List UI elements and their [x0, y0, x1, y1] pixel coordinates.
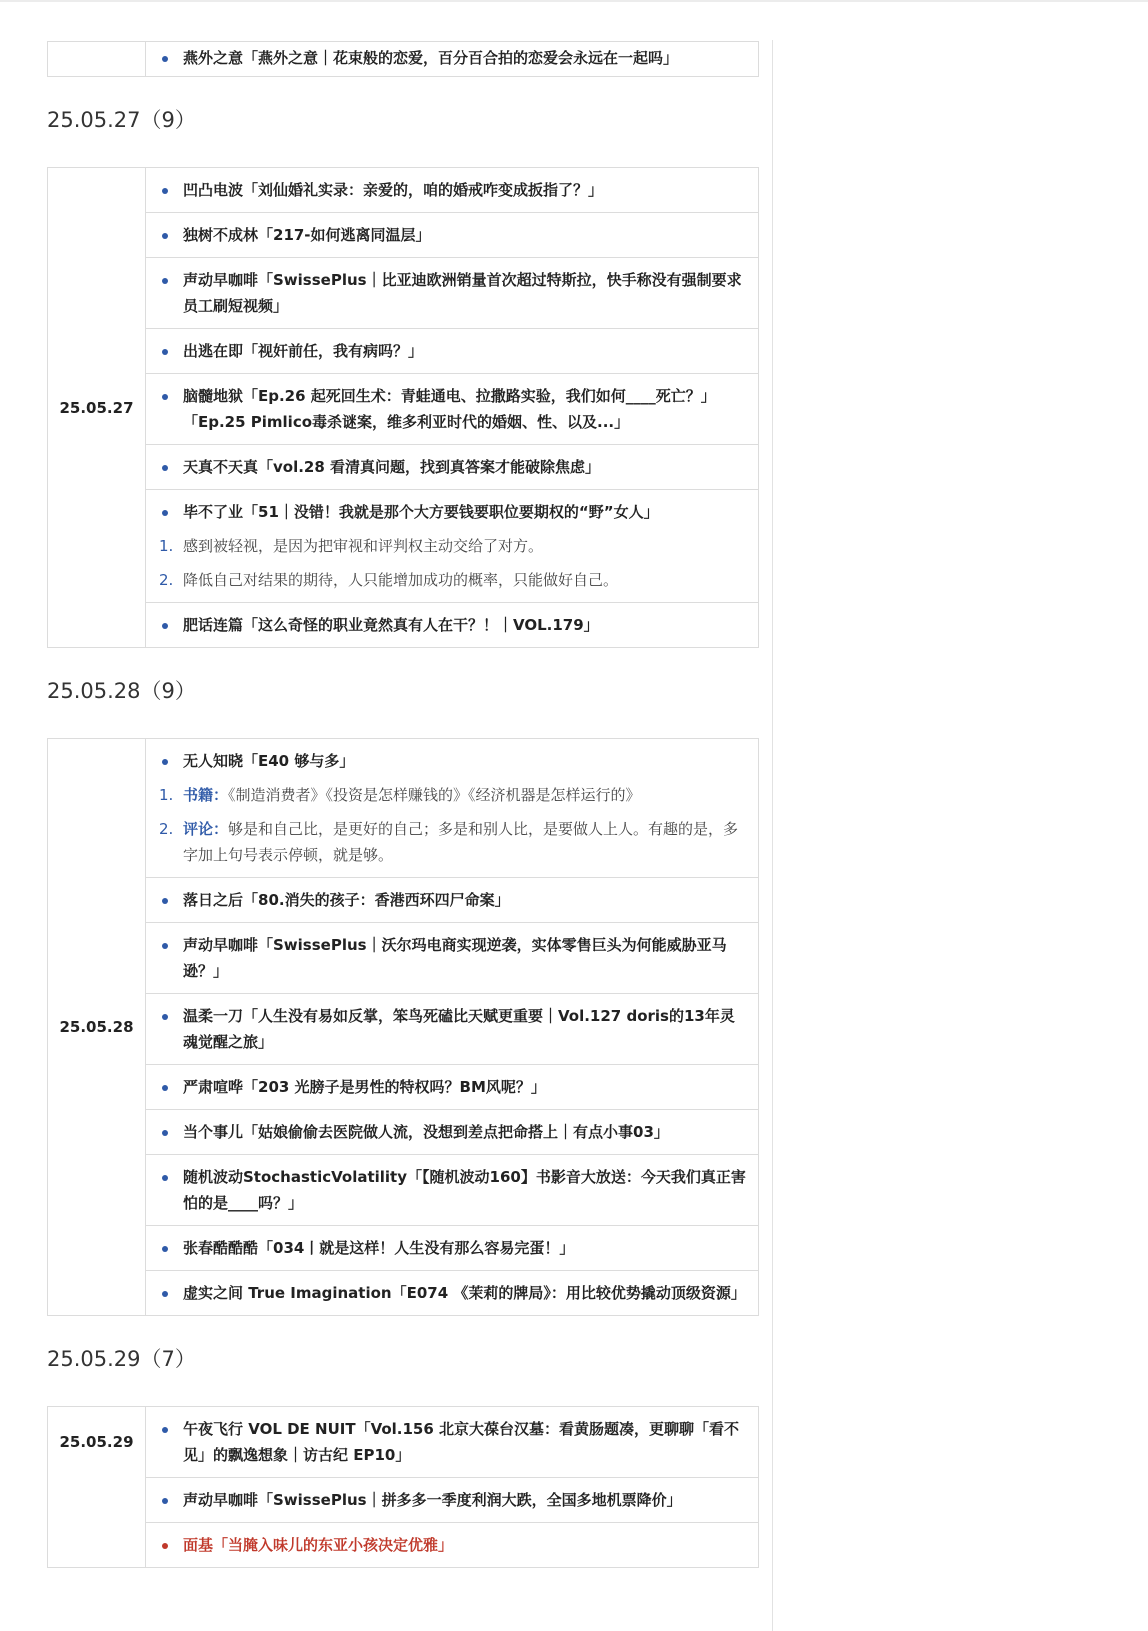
episode-entry: 凹凸电波「刘仙婚礼实录：亲爱的，咱的婚戒咋变成扳指了？」	[158, 177, 748, 203]
list-item	[146, 374, 759, 445]
note-number: 1.	[159, 786, 174, 804]
date-cell: 25.05.27	[48, 168, 146, 648]
episode-entry: 温柔一刀「人生没有易如反掌，笨鸟死磕比天赋更重要｜Vol.127 doris的13年灵魂觉醒之旅」	[158, 1003, 748, 1055]
episode-entry: 声动早咖啡「SwissePlus｜拼多多一季度利润大跌，全国多地机票降价」	[158, 1487, 748, 1513]
list-item	[146, 1110, 759, 1155]
episode-entry: 严肃喧哗「203 光膀子是男性的特权吗？BM风呢？」	[158, 1074, 748, 1100]
note-item	[158, 533, 748, 559]
episode-entry: 张春酷酷酷「034丨就是这样！人生没有那么容易完蛋！」	[158, 1235, 748, 1261]
list-item	[146, 168, 759, 213]
list-item	[146, 1407, 759, 1478]
right-column-border	[772, 40, 773, 1631]
episode-entry: 声动早咖啡「SwissePlus｜比亚迪欧洲销量首次超过特斯拉，快手称没有强制要求员工刷短视频」	[158, 267, 748, 319]
note-text: 够是和自己比，是更好的自己；多是和别人比，是要做人上人。有趣的是，多字加上句号表示停顿，就是够。	[183, 820, 739, 864]
date-cell: 25.05.28	[48, 739, 146, 1316]
list-item	[146, 258, 759, 329]
episode-entry: 毕不了业「51｜没错！我就是那个大方要钱要职位要期权的“野”女人」	[158, 499, 748, 525]
note-item	[158, 567, 748, 593]
list-item	[146, 1271, 759, 1316]
note-text: 感到被轻视，是因为把审视和评判权主动交给了对方。	[183, 537, 544, 555]
episode-entry: 燕外之意「燕外之意｜花束般的恋爱，百分百合拍的恋爱会永远在一起吗」	[158, 45, 748, 71]
episode-entry-highlighted: 面基「当腌入味儿的东亚小孩决定优雅」	[158, 1532, 748, 1558]
day-table	[47, 1406, 759, 1568]
list-item	[146, 329, 759, 374]
list-item	[146, 213, 759, 258]
date-cell: 25.05.29	[48, 1407, 146, 1568]
episode-entry: 无人知晓「E40 够与多」	[158, 748, 748, 774]
day-heading: 25.05.29（7）	[47, 1347, 196, 1371]
episode-entry: 午夜飞行 VOL DE NUIT「Vol.156 北京大葆台汉墓：看黄肠题凑，更聊聊「看不见」的飘逸想象｜访古纪 EP10」	[158, 1416, 748, 1468]
episode-entry: 落日之后「80.消失的孩子：香港西环四尸命案」	[158, 887, 748, 913]
day-table	[47, 167, 759, 648]
list-item	[146, 1478, 759, 1523]
episode-entry: 虚实之间 True Imagination「E074 《茉莉的牌局》：用比较优势撬动顶级资源」	[158, 1280, 748, 1306]
list-item	[146, 923, 759, 994]
list-item	[146, 42, 759, 77]
list-item	[146, 445, 759, 490]
day-heading: 25.05.28（9）	[47, 679, 196, 703]
episode-entry: 当个事儿「姑娘偷偷去医院做人流，没想到差点把命搭上｜有点小事03」	[158, 1119, 748, 1145]
note-number: 2.	[159, 571, 174, 589]
episode-entry: 独树不成林「217-如何逃离同温层」	[158, 222, 748, 248]
list-item	[146, 1155, 759, 1226]
note-text: 降低自己对结果的期待，人只能增加成功的概率，只能做好自己。	[183, 571, 619, 589]
list-item	[146, 1065, 759, 1110]
list-item	[146, 1523, 759, 1568]
note-text: 《制造消费者》《投资是怎样赚钱的》《经济机器是怎样运行的》	[228, 786, 641, 804]
note-number: 1.	[159, 537, 174, 555]
list-item	[146, 739, 759, 878]
note-number: 2.	[159, 820, 174, 838]
episode-entry: 肥话连篇「这么奇怪的职业竟然真有人在干？！｜VOL.179」	[158, 612, 748, 638]
day-table	[47, 738, 759, 1316]
list-item	[146, 490, 759, 603]
list-item	[146, 1226, 759, 1271]
list-item	[146, 603, 759, 648]
list-item	[146, 994, 759, 1065]
episode-entry: 声动早咖啡「SwissePlus｜沃尔玛电商实现逆袭，实体零售巨头为何能威胁亚马逊？」	[158, 932, 748, 984]
note-label: 书籍：	[183, 786, 229, 804]
date-cell-empty	[48, 42, 146, 77]
episode-entry: 天真不天真「vol.28 看清真问题，找到真答案才能破除焦虑」	[158, 454, 748, 480]
day-heading: 25.05.27（9）	[47, 108, 196, 132]
note-label: 评论：	[183, 820, 229, 838]
list-item	[146, 878, 759, 923]
note-item	[158, 816, 748, 868]
episode-entry: 出逃在即「视奸前任，我有病吗？」	[158, 338, 748, 364]
prev-day-table	[47, 41, 759, 77]
episode-entry: 脑髓地狱「Ep.26 起死回生术：青蛙通电、拉撒路实验，我们如何____死亡？」	[158, 383, 748, 409]
document-body	[47, 0, 759, 1568]
episode-entry: 随机波动StochasticVolatility「【随机波动160】书影音大放送：今天我们真正害怕的是____吗？」	[158, 1164, 748, 1216]
note-item	[158, 782, 748, 808]
episode-entry-continued: 「Ep.25 Pimlico毒杀谜案，维多利亚时代的婚姻、性、以及...」	[183, 413, 630, 431]
